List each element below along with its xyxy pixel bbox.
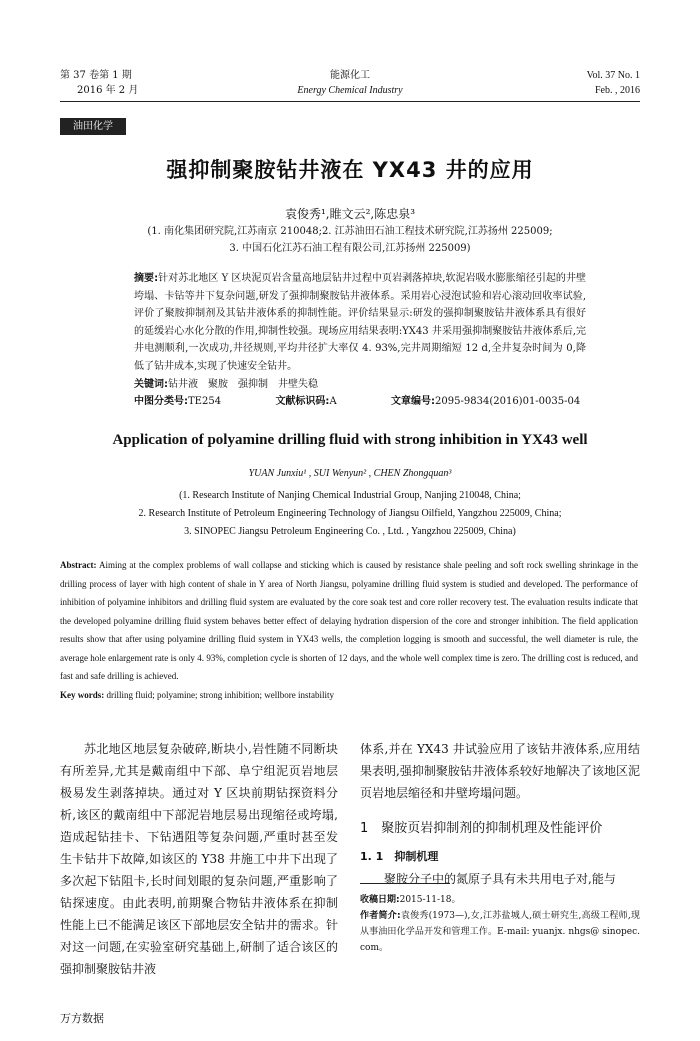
- keywords-en-label: Key words:: [60, 689, 105, 700]
- doc-code-label: 文献标识码:: [275, 396, 330, 408]
- date-cn: 2016 年 2 月: [77, 85, 139, 96]
- abstract-cn: [134, 270, 586, 411]
- abstract-en-label: Abstract:: [60, 560, 97, 570]
- journal-cn: 能源化工: [330, 70, 370, 81]
- body-right-column: [360, 738, 640, 890]
- author-bio: 袁俊秀(1973—),女,江苏盐城人,硕士研究生,高级工程师,现从事油田化学品开发和管理工作。E-mail: yuanjx. nhgs@ sinopec. com。: [360, 911, 640, 953]
- abstract-cn-text: 针对苏北地区 Y 区块泥页岩含量高地层钻井过程中页岩剥落掉块,软泥岩吸水膨胀缩径引起的井壁垮塌、卡钻等井下复杂问题,研发了强抑制聚胺钻井液体系。采用岩心浸泡试验和岩心滚动回收率试验,评价了聚胺抑制剂及其钻井液体系的抑制性能。评价结果显示:研发的强抑制聚胺钻井液体系具有很好的延缓岩心水化分散的作用,抑制性较强。现场应用结果表明:YX43 井采用强抑制聚胺钻井液体系后,完井电测顺利,一次成功,井径规则,平均井径扩大率仅 4. 93%,完井周期缩短 12 d,全井复杂时间为 0,降低了钻井成本,实现了快速安全钻井。: [134, 273, 587, 372]
- header-rule: [60, 101, 640, 102]
- keywords-cn-label: 关键词:: [134, 378, 168, 390]
- doc-code-value: A: [329, 396, 337, 408]
- affiliation-en-2: 2. Research Institute of Petroleum Engineering Technology of Jiangsu Oilfield, Yangzhou 225009, China;: [138, 508, 562, 519]
- authors-cn: 袁俊秀¹,睢文云²,陈忠泉³: [284, 207, 416, 221]
- affiliation-cn-2: 3. 中国石化江苏石油工程有限公司,江苏扬州 225009): [229, 243, 471, 254]
- received-date: 2015-11-18。: [399, 895, 461, 905]
- watermark: 万方数据: [60, 1012, 104, 1025]
- keywords-cn: 钻井液 聚胺 强抑制 井壁失稳: [168, 378, 318, 390]
- affiliation-en-1: (1. Research Institute of Nanjing Chemical Industrial Group, Nanjing 210048, China;: [179, 490, 521, 501]
- affiliation-en-3: 3. SINOPEC Jiangsu Petroleum Engineering Co. , Ltd. , Yangzhou 225009, China): [184, 526, 516, 537]
- affiliation-cn-1: (1. 南化集团研究院,江苏南京 210048;2. 江苏油田石油工程技术研究院,江苏扬州 225009;: [147, 226, 553, 237]
- abstract-en: [60, 556, 638, 704]
- section-tag: 油田化学: [60, 118, 126, 135]
- section-1-1-text: 聚胺分子中的氮原子具有未共用电子对,能与: [384, 872, 616, 886]
- author-bio-label: 作者简介:: [360, 911, 401, 921]
- clc-value: TE254: [188, 396, 222, 408]
- keywords-en: drilling fluid; polyamine; strong inhibition; wellbore instability: [106, 689, 334, 700]
- received-label: 收稿日期:: [360, 895, 400, 905]
- date-en: Feb. , 2016: [595, 85, 640, 96]
- clc-label: 中图分类号:: [134, 396, 188, 408]
- section-1-1-heading: 1. 1 抑制机理: [360, 850, 439, 863]
- volume-en: Vol. 37 No. 1: [586, 70, 640, 81]
- footnote-rule: [360, 883, 450, 884]
- body-paragraph-2: 体系,并在 YX43 井试验应用了该钻井液体系,应用结果表明,强抑制聚胺钻井液体系较好地解决了该地区泥页岩地层缩径和井壁垮塌问题。: [360, 742, 640, 800]
- section-1-heading: 1 聚胺页岩抑制剂的抑制机理及性能评价: [360, 821, 603, 836]
- volume-cn: 第 37 卷第 1 期: [60, 70, 132, 81]
- article-no-value: 2095-9834(2016)01-0035-04: [435, 396, 581, 408]
- article-no-label: 文章编号:: [391, 396, 436, 408]
- body-left-column: [60, 738, 338, 980]
- footnote: [360, 892, 640, 956]
- journal-en: Energy Chemical Industry: [297, 85, 403, 96]
- authors-en: YUAN Junxiu¹ , SUI Wenyun² , CHEN Zhongquan³: [248, 468, 452, 479]
- abstract-en-text: Aiming at the complex problems of wall collapse and sticking which is caused by resistance shale peeling and soft rock swelling shrinkage in the drilling process of layer with high content of shale in Y area of North Jiangsu, polyamine drilling fluid system is studied and developed. The performance of inhibition of polyamine inhibitors and drilling fluid system are evaluated by the core soak test and core roller recovery test. The evaluation results indicate that the developed polyamine drilling fluid system behaves better effect of delaying hydration dispersion of the core and stronger inhibition. The field application results show that after using polyamine drilling fluid system in YX43 wells, the completion logging is smooth and successful, the well diameter is rule, the average hole enlargement rate is only 4. 93%, completion cycle is shorten of 12 days, and the whole well complex time is zero. The drilling cost is reduced, and fast and safe drilling is achieved.: [60, 560, 638, 681]
- title-en: Application of polyamine drilling fluid with strong inhibition in YX43 well: [112, 432, 588, 448]
- title-cn: 强抑制聚胺钻井液在 YX43 井的应用: [166, 158, 534, 182]
- abstract-cn-label: 摘要:: [134, 273, 159, 284]
- body-paragraph-1: 苏北地区地层复杂破碎,断块小,岩性随不同断块有所差异,尤其是戴南组中下部、阜宁组泥页岩地层极易发生剥落掉块。通过对 Y 区块前期钻探资料分析,该区的戴南组中下部泥岩地层易出现缩径或垮塌,造成起钻挂卡、下钻遇阻等复杂问题,严重时甚至发生卡钻井下故障,如该区的 Y38 井施工中井下出现了多次起下钻阻卡,长时间划眼的复杂问题,严重影响了钻探速度。由此表明,前期聚合物钻井液体系在抑制性能上已不能满足该区下部地层安全钻井的需求。针对这一问题,在实验室研究基础上,研制了适合该区的强抑制聚胺钻井液: [60, 742, 338, 976]
